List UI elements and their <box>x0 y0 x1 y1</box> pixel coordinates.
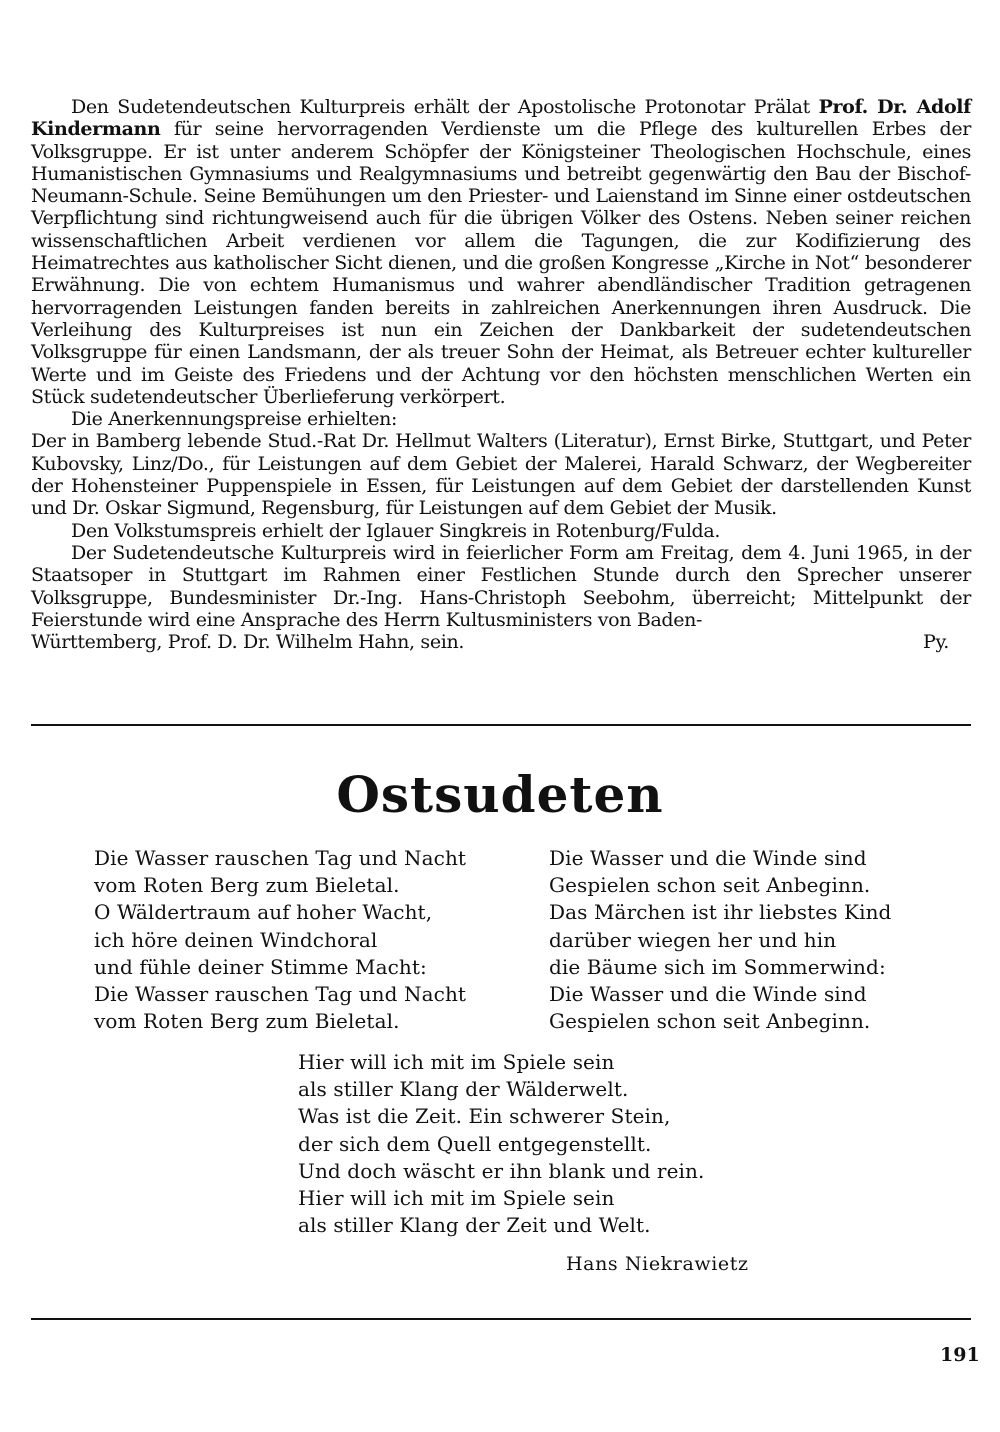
signature: Py. <box>923 631 949 654</box>
verse-line: Die Wasser und die Winde sind <box>549 846 867 870</box>
stanza-left <box>94 845 466 1035</box>
paragraph-volkstumspreis: Den Volkstumspreis erhielt der Iglauer Singkreis in Rotenburg/Fulda. <box>71 519 721 542</box>
page-number: 191 <box>940 1344 980 1366</box>
verse-line: Die Wasser rauschen Tag und Nacht <box>94 982 467 1007</box>
verse-line: Hier will ich mit im Spiele sein <box>298 1186 615 1211</box>
verse-line: die Bäume sich im Sommerwind: <box>549 954 886 979</box>
verse-line: Hier will ich mit im Spiele sein <box>298 1050 615 1074</box>
verse-line: vom Roten Berg zum Bieletal. <box>94 873 400 898</box>
verse-line: darüber wiegen her und hin <box>549 927 837 952</box>
divider-top <box>31 724 971 726</box>
paragraph-anerkennung-heading: Die Anerkennungspreise erhielten: <box>71 408 398 431</box>
verse-line: Die Wasser rauschen Tag und Nacht <box>94 846 467 870</box>
verse-line: O Wäldertraum auf hoher Wacht, <box>94 900 433 925</box>
verse-line: Gespielen schon seit Anbeginn. <box>549 1009 871 1034</box>
paragraph-text: für seine hervorragenden Verdienste um die Pflege des kulturellen Erbes der Volksgruppe. Er ist unter anderem Schöpfer der Königsteiner Theologischen Hochschule, eines Humanistischen Gymnasiums und Realgymnasiums und betreibt gegenwärtig den Bau der Bischof-Neumann-Schule. Seine Bemühungen um den Priester- und Laienstand im Sinne einer ostdeutschen Verpflichtung sind richtungweisend auch für die übrigen Völker des Ostens. Neben seiner reichen wissenschaftlichen Arbeit verdienen vor allem die Tagungen, die zur Kodifizierung des Heimatrechtes aus katholischer Sicht dienen, und die großen Kongresse „Kirche in Not“ besonderer Erwähnung. Die von echtem Humanismus und wahrer abendländischer Tradition getragenen hervorragenden Leistungen fanden bereits in zahlreichen Anerkennungen ihren Ausdruck. Die Verleihung des Kulturpreises ist nun ein Zeichen der Dankbarkeit der sudetendeutschen Volksgruppe für einen Landsmann, der als treuer Sohn der Heimat, als Betreuer echter kultureller Werte und im Geiste des Friedens und der Achtung vor den höchsten menschlichen Werten ein Stück sudetendeutscher Überlieferung verkörpert. <box>31 118 971 408</box>
paragraph-feier: Der Sudetendeutsche Kulturpreis wird in feierlicher Form am Freitag, dem 4. Juni 1965, in der Staatsoper in Stuttgart im Rahmen einer Festlichen Stunde durch den Sprecher unserer Volksgruppe, Bundesminister Dr.-Ing. Hans-Christoph Seebohm, überreicht; Mittelpunkt der Feierstunde wird eine Ansprache des Herrn Kultusministers von Baden- <box>31 541 971 631</box>
verse-line: und fühle deiner Stimme Macht: <box>94 954 427 979</box>
verse-line: vom Roten Berg zum Bieletal. <box>94 1009 400 1034</box>
verse-line: Gespielen schon seit Anbeginn. <box>549 873 871 898</box>
verse-line: Und doch wäscht er ihn blank und rein. <box>298 1158 705 1183</box>
verse-line: Das Märchen ist ihr liebstes Kind <box>549 900 892 925</box>
article-text <box>31 96 971 653</box>
paragraph-anerkennung: Der in Bamberg lebende Stud.-Rat Dr. Hellmut Walters (Literatur), Ernst Birke, Stuttgart, und Peter Kubovsky, Linz/Do., für Leistungen auf dem Gebiet der Malerei, Harald Schwarz, der Wegbereiter der Hohensteiner Puppenspiele in Essen, für Leistungen auf dem Gebiet der darstellenden Kunst und Dr. Oskar Sigmund, Regensburg, für Leistungen auf dem Gebiet der Musik. <box>31 430 971 520</box>
verse-line: Die Wasser und die Winde sind <box>549 982 867 1007</box>
stanza-center <box>298 1049 704 1239</box>
verse-line: als stiller Klang der Wälderwelt. <box>298 1077 629 1102</box>
paragraph-feier-end <box>31 631 971 653</box>
laureate-name: Prof. Dr. Adolf Kindermann <box>31 96 971 141</box>
verse-line: der sich dem Quell entgegenstellt. <box>298 1131 652 1156</box>
poem-title: Ostsudeten <box>336 765 664 824</box>
verse-line: ich höre deinen Windchoral <box>94 927 378 952</box>
stanza-right <box>549 845 891 1035</box>
paragraph-text: Den Sudetendeutschen Kulturpreis erhält der Apostolische Protonotar Prälat <box>71 96 819 118</box>
paragraph-text: Württemberg, Prof. D. Dr. Wilhelm Hahn, sein. <box>31 631 465 654</box>
divider-bottom <box>31 1318 971 1320</box>
paragraph-kulturpreis <box>31 96 971 408</box>
verse-line: als stiller Klang der Zeit und Welt. <box>298 1213 651 1238</box>
verse-line: Was ist die Zeit. Ein schwerer Stein, <box>298 1104 671 1129</box>
poem-author: Hans Niekrawietz <box>566 1253 749 1275</box>
